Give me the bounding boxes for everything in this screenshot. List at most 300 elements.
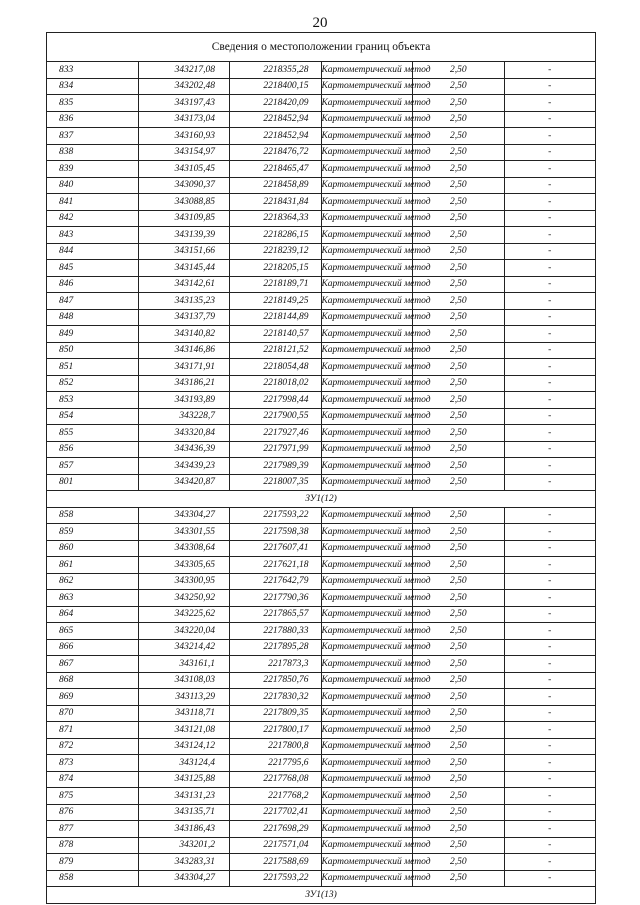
point-name-cell: 858 [47,870,139,887]
method-cell: Картометрический метод [321,62,413,79]
precision-cell: 2,50 [413,474,505,491]
table-row [47,309,596,326]
note-cell: - [504,177,596,194]
y-coordinate-cell: 2217927,46 [230,425,322,442]
note-cell: - [504,656,596,673]
note-cell: - [504,854,596,871]
y-coordinate-cell: 2217702,41 [230,804,322,821]
note-cell: - [504,95,596,112]
point-name-cell: 870 [47,705,139,722]
precision-cell: 2,50 [413,854,505,871]
y-coordinate-cell: 2218400,15 [230,78,322,95]
x-coordinate-cell: 343146,86 [138,342,230,359]
table-row [47,194,596,211]
x-coordinate-cell: 343420,87 [138,474,230,491]
note-cell: - [504,128,596,145]
table-row [47,293,596,310]
note-cell: - [504,788,596,805]
x-coordinate-cell: 343217,08 [138,62,230,79]
precision-cell: 2,50 [413,375,505,392]
precision-cell: 2,50 [413,540,505,557]
method-cell: Картометрический метод [321,656,413,673]
point-name-cell: 872 [47,738,139,755]
section-row [47,887,596,904]
point-name-cell: 846 [47,276,139,293]
note-cell: - [504,606,596,623]
table-row [47,78,596,95]
precision-cell: 2,50 [413,194,505,211]
note-cell: - [504,507,596,524]
y-coordinate-cell: 2217642,79 [230,573,322,590]
x-coordinate-cell: 343139,39 [138,227,230,244]
method-cell: Картометрический метод [321,821,413,838]
precision-cell: 2,50 [413,128,505,145]
method-cell: Картометрический метод [321,788,413,805]
y-coordinate-cell: 2217809,35 [230,705,322,722]
x-coordinate-cell: 343154,97 [138,144,230,161]
note-cell: - [504,705,596,722]
point-name-cell: 859 [47,524,139,541]
method-cell: Картометрический метод [321,689,413,706]
x-coordinate-cell: 343193,89 [138,392,230,409]
method-cell: Картометрический метод [321,95,413,112]
method-cell: Картометрический метод [321,375,413,392]
point-name-cell: 866 [47,639,139,656]
method-cell: Картометрический метод [321,128,413,145]
method-cell: Картометрический метод [321,755,413,772]
method-cell: Картометрический метод [321,722,413,739]
x-coordinate-cell: 343145,44 [138,260,230,277]
method-cell: Картометрический метод [321,441,413,458]
point-name-cell: 841 [47,194,139,211]
table-row [47,359,596,376]
note-cell: - [504,623,596,640]
precision-cell: 2,50 [413,260,505,277]
table-row [47,458,596,475]
table-row [47,474,596,491]
note-cell: - [504,837,596,854]
method-cell: Картометрический метод [321,771,413,788]
table-row [47,557,596,574]
point-name-cell: 839 [47,161,139,178]
method-cell: Картометрический метод [321,260,413,277]
note-cell: - [504,342,596,359]
y-coordinate-cell: 2217900,55 [230,408,322,425]
table-row [47,573,596,590]
note-cell: - [504,144,596,161]
note-cell: - [504,722,596,739]
y-coordinate-cell: 2218007,35 [230,474,322,491]
y-coordinate-cell: 2217790,36 [230,590,322,607]
y-coordinate-cell: 2217607,41 [230,540,322,557]
y-coordinate-cell: 2218140,57 [230,326,322,343]
point-name-cell: 843 [47,227,139,244]
method-cell: Картометрический метод [321,111,413,128]
note-cell: - [504,359,596,376]
method-cell: Картометрический метод [321,672,413,689]
point-name-cell: 862 [47,573,139,590]
y-coordinate-cell: 2217598,38 [230,524,322,541]
note-cell: - [504,771,596,788]
precision-cell: 2,50 [413,276,505,293]
table-row [47,276,596,293]
table-row [47,755,596,772]
precision-cell: 2,50 [413,441,505,458]
x-coordinate-cell: 343118,71 [138,705,230,722]
table-row [47,590,596,607]
table-row [47,441,596,458]
note-cell: - [504,738,596,755]
precision-cell: 2,50 [413,425,505,442]
x-coordinate-cell: 343304,27 [138,870,230,887]
y-coordinate-cell: 2217593,22 [230,507,322,524]
note-cell: - [504,210,596,227]
point-name-cell: 861 [47,557,139,574]
precision-cell: 2,50 [413,590,505,607]
point-name-cell: 834 [47,78,139,95]
y-coordinate-cell: 2217588,69 [230,854,322,871]
note-cell: - [504,540,596,557]
table-caption-row [47,33,596,62]
x-coordinate-cell: 343308,64 [138,540,230,557]
y-coordinate-cell: 2217800,8 [230,738,322,755]
point-name-cell: 835 [47,95,139,112]
note-cell: - [504,408,596,425]
point-name-cell: 867 [47,656,139,673]
precision-cell: 2,50 [413,722,505,739]
method-cell: Картометрический метод [321,227,413,244]
note-cell: - [504,804,596,821]
table-row [47,705,596,722]
precision-cell: 2,50 [413,392,505,409]
point-name-cell: 851 [47,359,139,376]
table-row [47,821,596,838]
x-coordinate-cell: 343186,21 [138,375,230,392]
note-cell: - [504,111,596,128]
table-caption: Сведения о местоположении границ объекта [47,33,596,62]
y-coordinate-cell: 2218465,47 [230,161,322,178]
x-coordinate-cell: 343090,37 [138,177,230,194]
precision-cell: 2,50 [413,408,505,425]
note-cell: - [504,309,596,326]
x-coordinate-cell: 343160,93 [138,128,230,145]
method-cell: Картометрический метод [321,408,413,425]
x-coordinate-cell: 343300,95 [138,573,230,590]
y-coordinate-cell: 2217768,2 [230,788,322,805]
y-coordinate-cell: 2218054,48 [230,359,322,376]
point-name-cell: 860 [47,540,139,557]
point-name-cell: 833 [47,62,139,79]
y-coordinate-cell: 2217895,28 [230,639,322,656]
x-coordinate-cell: 343088,85 [138,194,230,211]
table-row [47,623,596,640]
precision-cell: 2,50 [413,342,505,359]
method-cell: Картометрический метод [321,557,413,574]
method-cell: Картометрический метод [321,573,413,590]
method-cell: Картометрический метод [321,78,413,95]
table-row [47,62,596,79]
y-coordinate-cell: 2218452,94 [230,128,322,145]
point-name-cell: 879 [47,854,139,871]
x-coordinate-cell: 343186,43 [138,821,230,838]
note-cell: - [504,672,596,689]
y-coordinate-cell: 2217830,32 [230,689,322,706]
precision-cell: 2,50 [413,359,505,376]
y-coordinate-cell: 2217571,04 [230,837,322,854]
precision-cell: 2,50 [413,804,505,821]
table-row [47,425,596,442]
method-cell: Картометрический метод [321,540,413,557]
point-name-cell: 878 [47,837,139,854]
point-name-cell: 850 [47,342,139,359]
x-coordinate-cell: 343108,03 [138,672,230,689]
boundary-coordinates-table [46,32,596,904]
y-coordinate-cell: 2217593,22 [230,870,322,887]
note-cell: - [504,870,596,887]
precision-cell: 2,50 [413,95,505,112]
note-cell: - [504,474,596,491]
precision-cell: 2,50 [413,309,505,326]
x-coordinate-cell: 343202,48 [138,78,230,95]
y-coordinate-cell: 2218121,52 [230,342,322,359]
point-name-cell: 874 [47,771,139,788]
table-row [47,639,596,656]
x-coordinate-cell: 343436,39 [138,441,230,458]
precision-cell: 2,50 [413,738,505,755]
table-row [47,606,596,623]
method-cell: Картометрический метод [321,623,413,640]
table-row [47,722,596,739]
precision-cell: 2,50 [413,755,505,772]
page-number: 20 [312,15,328,31]
method-cell: Картометрический метод [321,144,413,161]
x-coordinate-cell: 343140,82 [138,326,230,343]
table-row [47,540,596,557]
x-coordinate-cell: 343142,61 [138,276,230,293]
table-row [47,837,596,854]
note-cell: - [504,573,596,590]
x-coordinate-cell: 343301,55 [138,524,230,541]
table-row [47,804,596,821]
table-row [47,375,596,392]
precision-cell: 2,50 [413,210,505,227]
point-name-cell: 863 [47,590,139,607]
table-row [47,672,596,689]
precision-cell: 2,50 [413,788,505,805]
point-name-cell: 856 [47,441,139,458]
precision-cell: 2,50 [413,837,505,854]
precision-cell: 2,50 [413,771,505,788]
precision-cell: 2,50 [413,606,505,623]
y-coordinate-cell: 2217971,99 [230,441,322,458]
table-row [47,326,596,343]
point-name-cell: 868 [47,672,139,689]
method-cell: Картометрический метод [321,458,413,475]
y-coordinate-cell: 2217795,6 [230,755,322,772]
method-cell: Картометрический метод [321,474,413,491]
precision-cell: 2,50 [413,656,505,673]
point-name-cell: 873 [47,755,139,772]
y-coordinate-cell: 2217880,33 [230,623,322,640]
x-coordinate-cell: 343304,27 [138,507,230,524]
point-name-cell: 858 [47,507,139,524]
table-row [47,788,596,805]
table-row [47,771,596,788]
point-name-cell: 853 [47,392,139,409]
table-row [47,738,596,755]
note-cell: - [504,524,596,541]
precision-cell: 2,50 [413,326,505,343]
y-coordinate-cell: 2218286,15 [230,227,322,244]
point-name-cell: 875 [47,788,139,805]
point-name-cell: 854 [47,408,139,425]
note-cell: - [504,276,596,293]
precision-cell: 2,50 [413,111,505,128]
table-row [47,854,596,871]
note-cell: - [504,821,596,838]
x-coordinate-cell: 343113,29 [138,689,230,706]
note-cell: - [504,293,596,310]
table-row [47,524,596,541]
x-coordinate-cell: 343439,23 [138,458,230,475]
note-cell: - [504,392,596,409]
y-coordinate-cell: 2218420,09 [230,95,322,112]
y-coordinate-cell: 2218239,12 [230,243,322,260]
method-cell: Картометрический метод [321,194,413,211]
point-name-cell: 877 [47,821,139,838]
method-cell: Картометрический метод [321,309,413,326]
table-row [47,128,596,145]
x-coordinate-cell: 343105,45 [138,161,230,178]
y-coordinate-cell: 2217865,57 [230,606,322,623]
point-name-cell: 855 [47,425,139,442]
y-coordinate-cell: 2218149,25 [230,293,322,310]
point-name-cell: 869 [47,689,139,706]
point-name-cell: 845 [47,260,139,277]
method-cell: Картометрический метод [321,837,413,854]
x-coordinate-cell: 343171,91 [138,359,230,376]
note-cell: - [504,557,596,574]
y-coordinate-cell: 2218364,33 [230,210,322,227]
point-name-cell: 852 [47,375,139,392]
method-cell: Картометрический метод [321,804,413,821]
y-coordinate-cell: 2218189,71 [230,276,322,293]
method-cell: Картометрический метод [321,326,413,343]
precision-cell: 2,50 [413,458,505,475]
method-cell: Картометрический метод [321,738,413,755]
precision-cell: 2,50 [413,243,505,260]
y-coordinate-cell: 2217850,76 [230,672,322,689]
method-cell: Картометрический метод [321,392,413,409]
method-cell: Картометрический метод [321,243,413,260]
precision-cell: 2,50 [413,161,505,178]
point-name-cell: 864 [47,606,139,623]
method-cell: Картометрический метод [321,342,413,359]
table-row [47,870,596,887]
table-row [47,656,596,673]
y-coordinate-cell: 2218431,84 [230,194,322,211]
note-cell: - [504,441,596,458]
y-coordinate-cell: 2218452,94 [230,111,322,128]
precision-cell: 2,50 [413,639,505,656]
note-cell: - [504,326,596,343]
x-coordinate-cell: 343125,88 [138,771,230,788]
y-coordinate-cell: 2217800,17 [230,722,322,739]
y-coordinate-cell: 2217989,39 [230,458,322,475]
table-row [47,260,596,277]
table-row [47,243,596,260]
y-coordinate-cell: 2218205,15 [230,260,322,277]
note-cell: - [504,590,596,607]
table-row [47,392,596,409]
x-coordinate-cell: 343214,42 [138,639,230,656]
x-coordinate-cell: 343250,92 [138,590,230,607]
x-coordinate-cell: 343220,04 [138,623,230,640]
y-coordinate-cell: 2218018,02 [230,375,322,392]
precision-cell: 2,50 [413,177,505,194]
x-coordinate-cell: 343225,62 [138,606,230,623]
method-cell: Картометрический метод [321,854,413,871]
precision-cell: 2,50 [413,524,505,541]
table-row [47,210,596,227]
method-cell: Картометрический метод [321,293,413,310]
x-coordinate-cell: 343124,4 [138,755,230,772]
precision-cell: 2,50 [413,689,505,706]
note-cell: - [504,375,596,392]
x-coordinate-cell: 343137,79 [138,309,230,326]
note-cell: - [504,243,596,260]
point-name-cell: 871 [47,722,139,739]
note-cell: - [504,425,596,442]
precision-cell: 2,50 [413,293,505,310]
note-cell: - [504,227,596,244]
method-cell: Картометрический метод [321,606,413,623]
x-coordinate-cell: 343201,2 [138,837,230,854]
x-coordinate-cell: 343173,04 [138,111,230,128]
section-label: ЗУ1(13) [47,887,596,904]
table-row [47,342,596,359]
precision-cell: 2,50 [413,821,505,838]
x-coordinate-cell: 343197,43 [138,95,230,112]
method-cell: Картометрический метод [321,161,413,178]
method-cell: Картометрический метод [321,590,413,607]
note-cell: - [504,161,596,178]
point-name-cell: 844 [47,243,139,260]
table-row [47,507,596,524]
note-cell: - [504,689,596,706]
section-label: ЗУ1(12) [47,491,596,508]
y-coordinate-cell: 2218144,89 [230,309,322,326]
y-coordinate-cell: 2217621,18 [230,557,322,574]
x-coordinate-cell: 343161,1 [138,656,230,673]
y-coordinate-cell: 2218355,28 [230,62,322,79]
precision-cell: 2,50 [413,705,505,722]
point-name-cell: 840 [47,177,139,194]
note-cell: - [504,639,596,656]
x-coordinate-cell: 343228,7 [138,408,230,425]
table-row [47,227,596,244]
y-coordinate-cell: 2218476,72 [230,144,322,161]
note-cell: - [504,78,596,95]
table-row [47,161,596,178]
precision-cell: 2,50 [413,623,505,640]
method-cell: Картометрический метод [321,177,413,194]
method-cell: Картометрический метод [321,210,413,227]
method-cell: Картометрический метод [321,705,413,722]
x-coordinate-cell: 343135,23 [138,293,230,310]
note-cell: - [504,62,596,79]
y-coordinate-cell: 2217698,29 [230,821,322,838]
